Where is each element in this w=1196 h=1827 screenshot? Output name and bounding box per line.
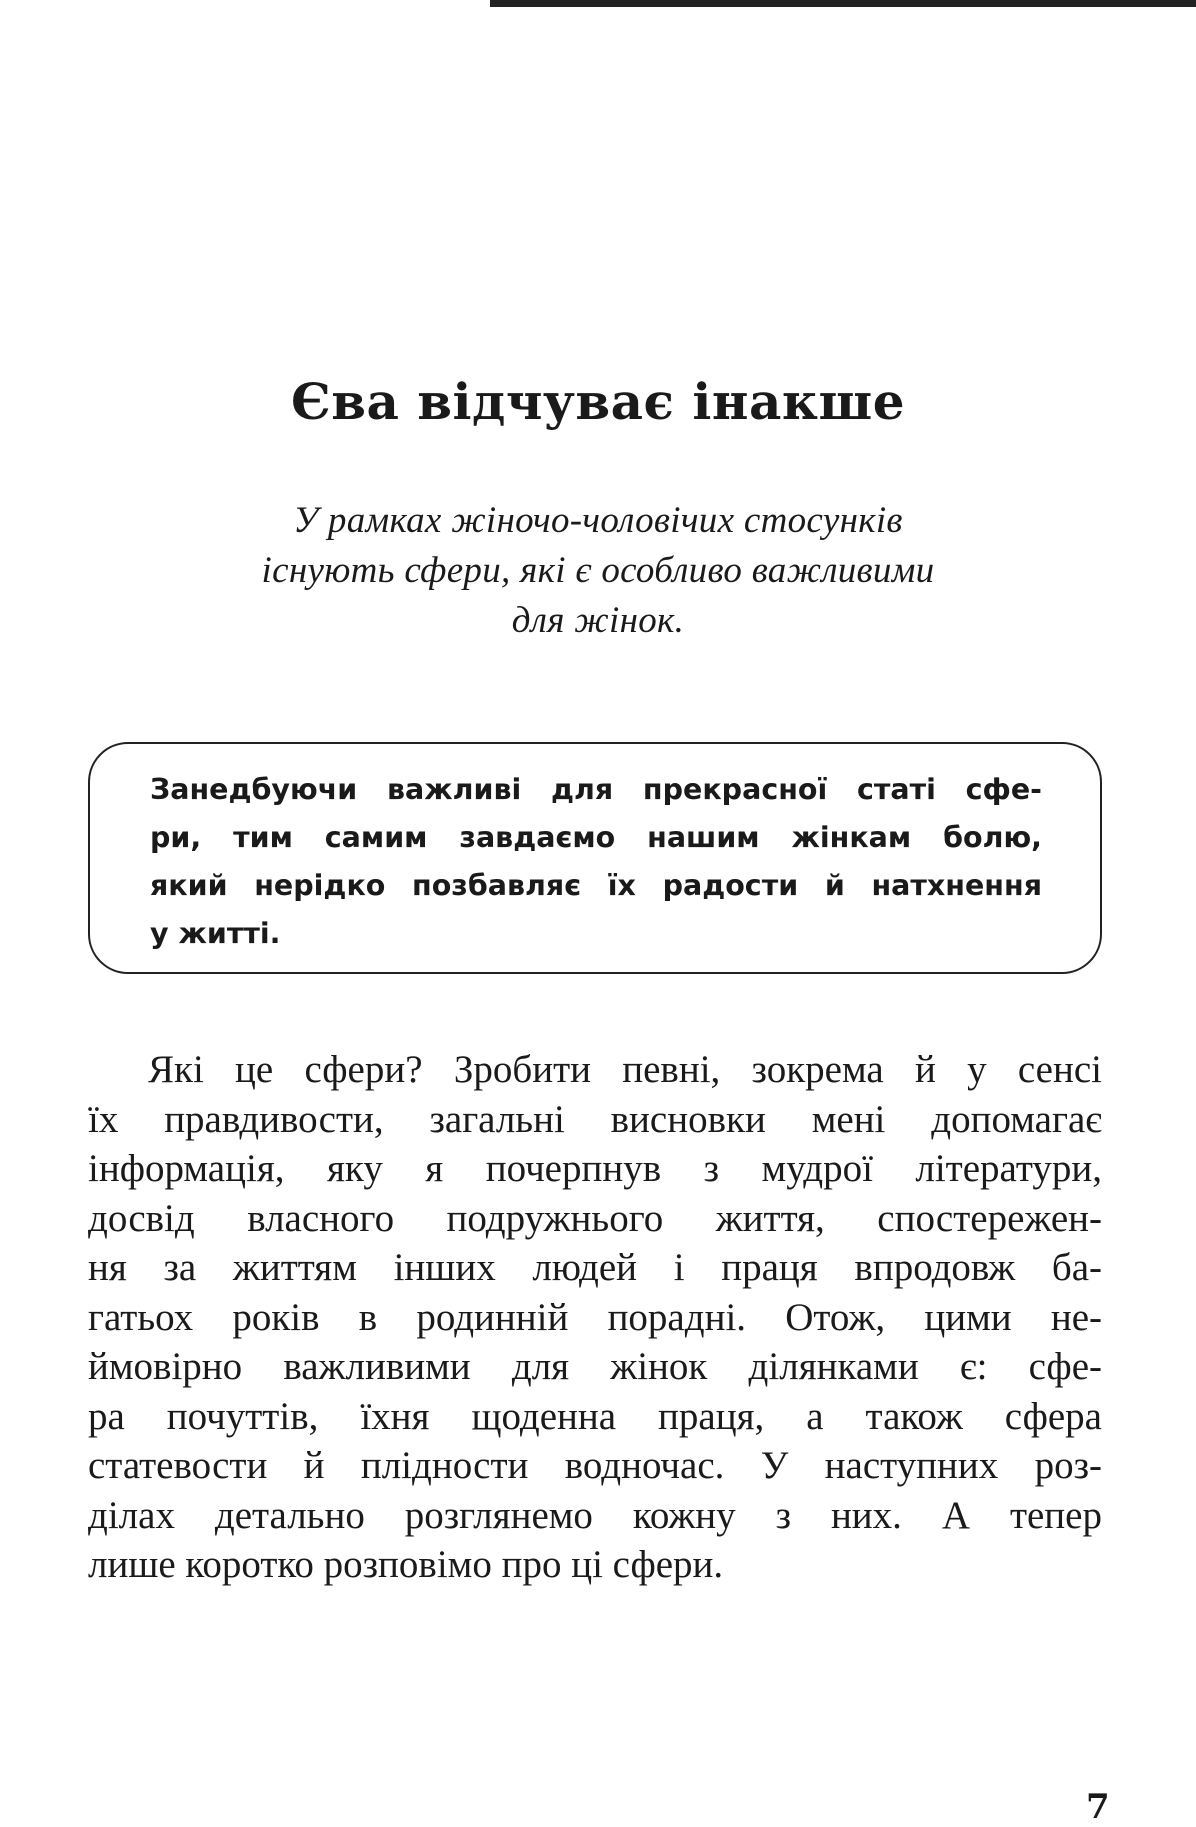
body-line: Які це сфери? Зробити певні, зокрема й у сенсі: [148, 1048, 1102, 1091]
epigraph-line: для жінок.: [511, 600, 685, 641]
callout-line: у житті.: [150, 917, 281, 950]
epigraph-line: У рамках жіночо-чоловічих стосунків: [293, 500, 903, 541]
body-paragraph: [88, 1045, 1102, 1590]
page-number: 7: [1086, 1787, 1110, 1827]
epigraph-line: існують сфери, які є особливо важливими: [261, 550, 935, 591]
body-line: ня за життям інших людей і праця впродовж ба-: [88, 1246, 1102, 1289]
body-line: ра почуттів, їхня щоденна праця, а також сфера: [88, 1394, 1102, 1438]
callout-line: ри, тим самим завдаємо нашим жінкам болю,: [150, 821, 1042, 854]
body-line: їх правдивости, загальні висновки мені допомагає: [88, 1097, 1102, 1141]
callout-line: який нерідко позбавляє їх радости й натхнення: [150, 869, 1042, 902]
callout-line: Занедбуючи важливі для прекрасної статі сфе-: [150, 773, 1042, 806]
body-line: досвід власного подружнього життя, спостережен-: [88, 1196, 1102, 1240]
callout-box: [88, 742, 1102, 974]
chapter-title: Єва відчуває інакше: [290, 372, 906, 431]
body-line: інформація, яку я почерпнув з мудрої літератури,: [88, 1147, 1102, 1190]
body-line: гатьох років в родинній порадні. Отож, цими не-: [88, 1295, 1102, 1339]
top-rule: [490, 0, 1196, 7]
body-line: лише коротко розповімо про ці сфери.: [88, 1543, 724, 1586]
body-line: ділах детально розглянемо кожну з них. А тепер: [88, 1493, 1102, 1537]
body-line: статевости й плідности водночас. У наступних роз-: [88, 1444, 1102, 1487]
epigraph: [150, 496, 1046, 646]
body-line: ймовірно важливими для жінок ділянками є: сфе-: [88, 1345, 1102, 1388]
